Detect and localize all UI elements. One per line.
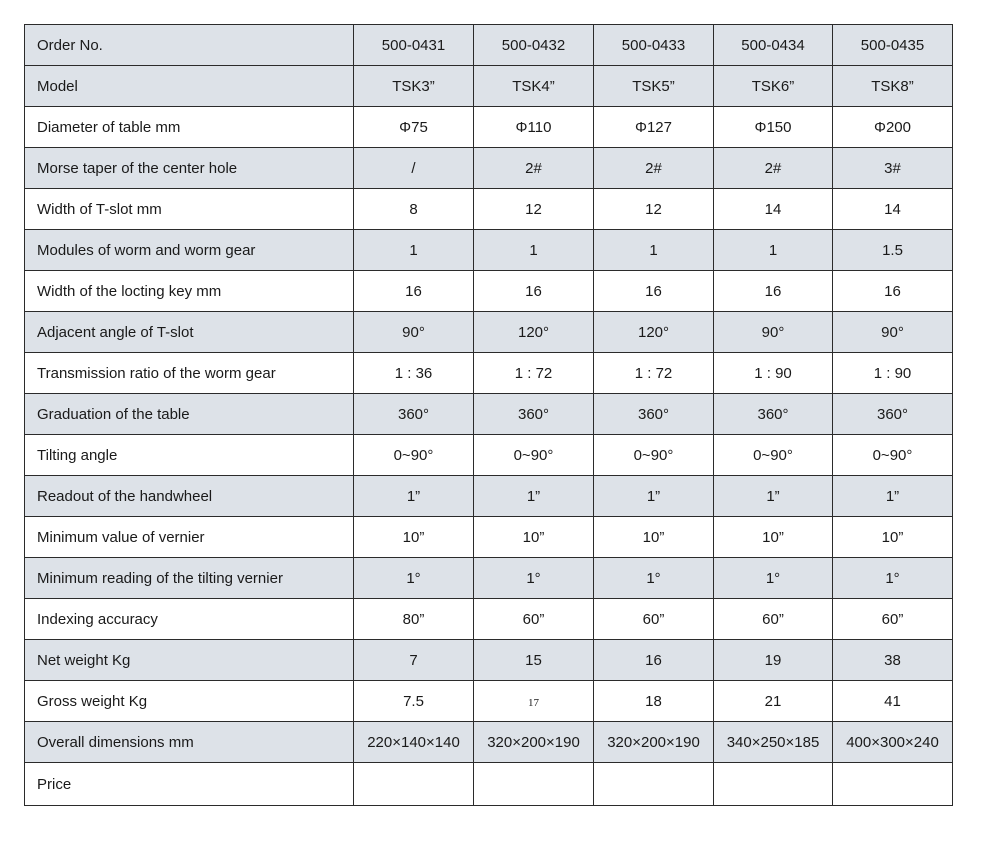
row-label: Model bbox=[25, 66, 354, 107]
row-label: Price bbox=[25, 763, 354, 806]
price-cell bbox=[714, 763, 833, 806]
cell-value: 360° bbox=[833, 394, 953, 435]
table-row bbox=[25, 722, 953, 763]
cell-value: 60” bbox=[714, 599, 833, 640]
cell-value: Φ75 bbox=[354, 107, 474, 148]
cell-value: 320×200×190 bbox=[594, 722, 714, 763]
cell-value: 21 bbox=[714, 681, 833, 722]
cell-value: TSK5” bbox=[594, 66, 714, 107]
row-label: Order No. bbox=[25, 25, 354, 66]
cell-value: 1° bbox=[474, 558, 594, 599]
cell-value: 500-0433 bbox=[594, 25, 714, 66]
cell-value: 360° bbox=[714, 394, 833, 435]
cell-value: 80” bbox=[354, 599, 474, 640]
cell-value: 1° bbox=[594, 558, 714, 599]
cell-value: 16 bbox=[474, 271, 594, 312]
cell-value: 60” bbox=[594, 599, 714, 640]
row-label: Gross weight Kg bbox=[25, 681, 354, 722]
table-row bbox=[25, 25, 953, 66]
table-row bbox=[25, 230, 953, 271]
cell-value: 3# bbox=[833, 148, 953, 189]
cell-value: 1” bbox=[594, 476, 714, 517]
cell-value: 19 bbox=[714, 640, 833, 681]
cell-value: TSK8” bbox=[833, 66, 953, 107]
table-row bbox=[25, 312, 953, 353]
cell-value: 1 : 72 bbox=[474, 353, 594, 394]
cell-value: 1 bbox=[474, 230, 594, 271]
spec-table bbox=[24, 24, 953, 806]
cell-value: TSK6” bbox=[714, 66, 833, 107]
cell-value: 1” bbox=[354, 476, 474, 517]
cell-value: 2# bbox=[594, 148, 714, 189]
cell-value: 60” bbox=[833, 599, 953, 640]
table-row bbox=[25, 189, 953, 230]
cell-value: 120° bbox=[594, 312, 714, 353]
row-label: Readout of the handwheel bbox=[25, 476, 354, 517]
cell-value: 12 bbox=[594, 189, 714, 230]
cell-value: Φ110 bbox=[474, 107, 594, 148]
cell-value: 0~90° bbox=[833, 435, 953, 476]
table-row bbox=[25, 517, 953, 558]
cell-value: 7.5 bbox=[354, 681, 474, 722]
table-row bbox=[25, 271, 953, 312]
table-row bbox=[25, 66, 953, 107]
cell-value: 12 bbox=[474, 189, 594, 230]
row-label: Indexing accuracy bbox=[25, 599, 354, 640]
cell-value: 340×250×185 bbox=[714, 722, 833, 763]
cell-value: 1 : 90 bbox=[833, 353, 953, 394]
cell-value: 41 bbox=[833, 681, 953, 722]
cell-value: Φ127 bbox=[594, 107, 714, 148]
table-row bbox=[25, 640, 953, 681]
cell-value: 1 bbox=[714, 230, 833, 271]
row-label: Adjacent angle of T-slot bbox=[25, 312, 354, 353]
row-label: Minimum reading of the tilting vernier bbox=[25, 558, 354, 599]
cell-value: 15 bbox=[474, 640, 594, 681]
cell-value: 10” bbox=[714, 517, 833, 558]
cell-value: 90° bbox=[714, 312, 833, 353]
table-row bbox=[25, 148, 953, 189]
cell-value: 360° bbox=[594, 394, 714, 435]
cell-value: 60” bbox=[474, 599, 594, 640]
row-label: Overall dimensions mm bbox=[25, 722, 354, 763]
cell-value: TSK4” bbox=[474, 66, 594, 107]
cell-value: 500-0431 bbox=[354, 25, 474, 66]
row-label: Transmission ratio of the worm gear bbox=[25, 353, 354, 394]
table-row bbox=[25, 476, 953, 517]
cell-value: 360° bbox=[474, 394, 594, 435]
row-label: Graduation of the table bbox=[25, 394, 354, 435]
cell-value: 1 : 36 bbox=[354, 353, 474, 394]
cell-value: 16 bbox=[714, 271, 833, 312]
cell-value: 10” bbox=[833, 517, 953, 558]
cell-value: 10” bbox=[474, 517, 594, 558]
cell-value: 16 bbox=[594, 271, 714, 312]
table-row bbox=[25, 353, 953, 394]
table-row bbox=[25, 599, 953, 640]
cell-value: 0~90° bbox=[714, 435, 833, 476]
cell-value: 18 bbox=[594, 681, 714, 722]
cell-value: 1 bbox=[594, 230, 714, 271]
cell-value: 120° bbox=[474, 312, 594, 353]
table-row bbox=[25, 107, 953, 148]
cell-value: 220×140×140 bbox=[354, 722, 474, 763]
cell-value: 1° bbox=[714, 558, 833, 599]
table-row bbox=[25, 763, 953, 806]
cell-value: 500-0434 bbox=[714, 25, 833, 66]
price-cell bbox=[594, 763, 714, 806]
cell-value: 1 : 72 bbox=[594, 353, 714, 394]
row-label: Width of the locting key mm bbox=[25, 271, 354, 312]
cell-value: 1” bbox=[833, 476, 953, 517]
cell-value: 360° bbox=[354, 394, 474, 435]
cell-value: 10” bbox=[354, 517, 474, 558]
cell-value: 0~90° bbox=[354, 435, 474, 476]
price-cell bbox=[474, 763, 594, 806]
cell-value: 0~90° bbox=[594, 435, 714, 476]
price-cell bbox=[354, 763, 474, 806]
cell-value: 1° bbox=[354, 558, 474, 599]
table-row bbox=[25, 681, 953, 722]
cell-value: 0~90° bbox=[474, 435, 594, 476]
cell-value: 2# bbox=[474, 148, 594, 189]
row-label: Minimum value of vernier bbox=[25, 517, 354, 558]
cell-value: 14 bbox=[833, 189, 953, 230]
cell-value: 400×300×240 bbox=[833, 722, 953, 763]
row-label: Diameter of table mm bbox=[25, 107, 354, 148]
cell-value: TSK3” bbox=[354, 66, 474, 107]
table-row bbox=[25, 435, 953, 476]
cell-value: 7 bbox=[354, 640, 474, 681]
cell-value: 90° bbox=[354, 312, 474, 353]
cell-value: / bbox=[354, 148, 474, 189]
cell-value: 1” bbox=[474, 476, 594, 517]
cell-value: 1 : 90 bbox=[714, 353, 833, 394]
row-label: Net weight Kg bbox=[25, 640, 354, 681]
table-row bbox=[25, 558, 953, 599]
cell-value-small: 17 bbox=[528, 696, 539, 709]
cell-value: 1.5 bbox=[833, 230, 953, 271]
cell-value: Φ150 bbox=[714, 107, 833, 148]
cell-value: 16 bbox=[833, 271, 953, 312]
cell-value: 14 bbox=[714, 189, 833, 230]
cell-value: 38 bbox=[833, 640, 953, 681]
cell-value: 90° bbox=[833, 312, 953, 353]
cell-value: 500-0432 bbox=[474, 25, 594, 66]
cell-value: 10” bbox=[594, 517, 714, 558]
row-label: Tilting angle bbox=[25, 435, 354, 476]
table-row bbox=[25, 394, 953, 435]
cell-value: 8 bbox=[354, 189, 474, 230]
cell-value: 320×200×190 bbox=[474, 722, 594, 763]
cell-value: 16 bbox=[354, 271, 474, 312]
cell-value: 1° bbox=[833, 558, 953, 599]
price-cell bbox=[833, 763, 953, 806]
row-label: Morse taper of the center hole bbox=[25, 148, 354, 189]
cell-value: 2# bbox=[714, 148, 833, 189]
cell-value: 16 bbox=[594, 640, 714, 681]
cell-value: 1” bbox=[714, 476, 833, 517]
cell-value: 500-0435 bbox=[833, 25, 953, 66]
row-label: Width of T-slot mm bbox=[25, 189, 354, 230]
row-label: Modules of worm and worm gear bbox=[25, 230, 354, 271]
cell-value bbox=[474, 681, 594, 722]
cell-value: Φ200 bbox=[833, 107, 953, 148]
cell-value: 1 bbox=[354, 230, 474, 271]
